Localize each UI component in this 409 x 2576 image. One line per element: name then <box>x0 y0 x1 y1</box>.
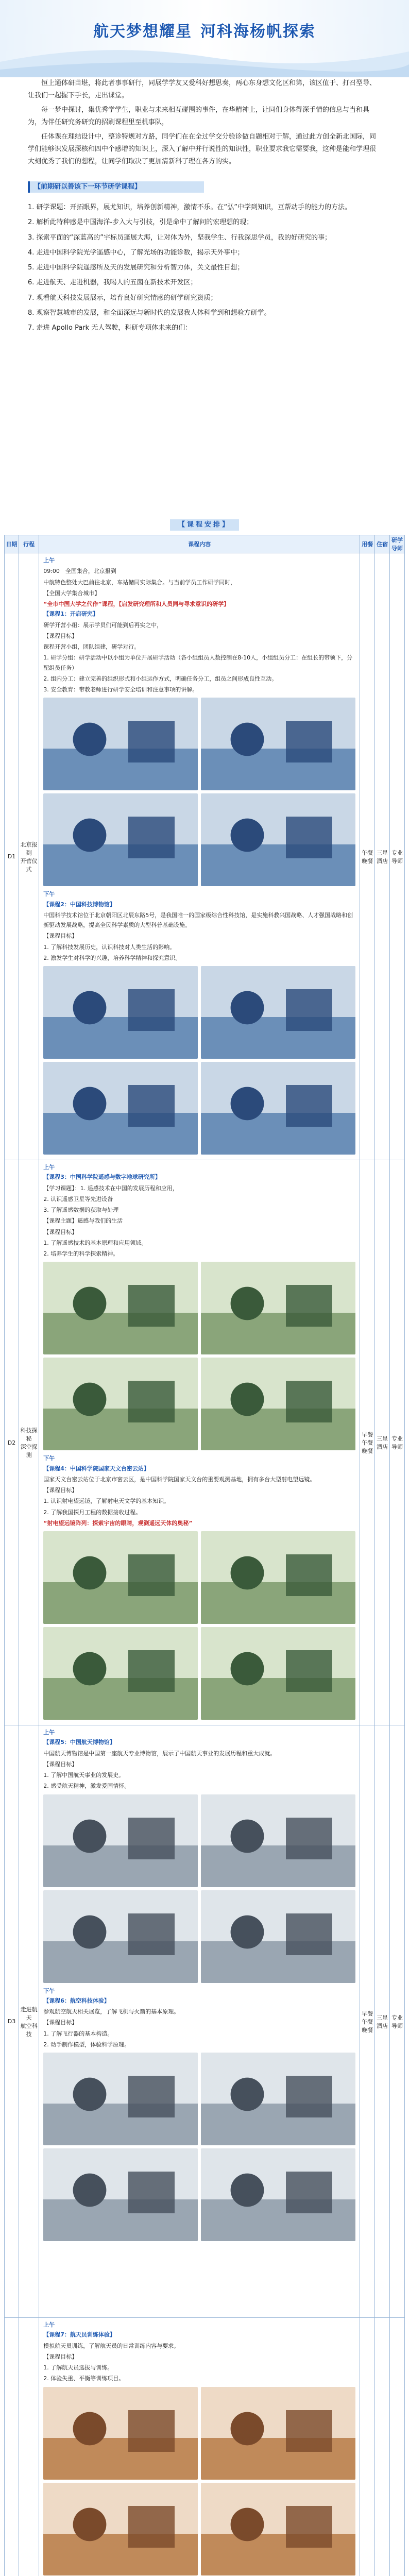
course-text: 【课程目标】 <box>43 2019 78 2026</box>
photo <box>201 2483 355 2575</box>
photo <box>201 1062 355 1155</box>
photo <box>201 793 355 886</box>
header-meal: 用餐 <box>360 535 375 553</box>
route-cell <box>19 2318 39 2576</box>
photo <box>201 1794 355 1887</box>
route-cell: 科技探秘 深空探测 <box>19 1160 39 1725</box>
photo <box>201 2387 355 2480</box>
page-title <box>0 19 409 41</box>
course-text: 1. 了解科技发展历史，认识科技对人类生活的影响。 <box>43 943 176 951</box>
mentor-cell <box>390 2318 405 2576</box>
goal-item: 3. 探索平面的“深蓝高的”宇标员蓬展大海，让对体为外，坚我学生、行我深思学员，我的好研究的事； <box>28 233 332 242</box>
course-text: 参观航空航天相关展览，了解飞机与火箭的基本原理。 <box>43 2008 180 2015</box>
table-row <box>5 1160 405 1725</box>
mentor-cell: 专业导师 <box>390 1160 405 1725</box>
course-text: 3. 了解遥感数据的获取与处理 <box>43 1207 119 1213</box>
content-cell <box>39 553 360 1160</box>
course-text: 2. 组内分工：建立完善的组织形式和小组运作方式，明确任务分工，组员之间形成良性互动。 <box>43 675 278 682</box>
stay-cell: 三星酒店 <box>375 1725 390 2318</box>
course-text: 1. 了解飞行器的基本构造。 <box>43 2030 113 2037</box>
course-title: 【课程7：航天员训练体验】 <box>43 2331 115 2338</box>
day-cell: D1 <box>5 553 19 1160</box>
header-content: 课程内容 <box>39 535 360 553</box>
course-text: 【全国大学集合城市】 <box>43 589 100 597</box>
course-title: 【课程4：中国科学院国家天文台密云站】 <box>43 1465 149 1472</box>
photo <box>201 966 355 1059</box>
photo <box>43 1358 198 1450</box>
stay-cell <box>375 2318 390 2576</box>
photo <box>43 1794 198 1887</box>
course-text: 2. 感受航天精神，激发爱国情怀。 <box>43 1783 130 1790</box>
photo <box>43 698 198 790</box>
photo-row <box>43 698 355 790</box>
course-text: 2. 动手制作模型，体验科学原理。 <box>43 2041 130 2048</box>
route-cell: 北京报到 开营仪式 <box>19 553 39 1160</box>
morning-label: 上午 <box>43 1729 55 1736</box>
goal-item: 7. 走进 Apollo Park 无人驾驶，科研专项体未来的们： <box>28 324 192 332</box>
photo <box>43 1890 198 1983</box>
course-text: 中航特色整处大巴前往北京，车站储同实际集合。与当前学员工作研学同时， <box>43 579 236 586</box>
day-cell: D2 <box>5 1160 19 1725</box>
title-part-b: 河科海杨帆探索 <box>200 23 316 41</box>
goals-list <box>28 200 382 335</box>
course-text: 研学开营小组：展示学员们可能到后再实之中， <box>43 621 163 629</box>
photo <box>201 1358 355 1450</box>
course-text: 2. 认识遥感卫星等先进设备 <box>43 1195 113 1202</box>
course-text: 1. 了解中国航天事业的发展史。 <box>43 1772 125 1778</box>
morning-label: 上午 <box>43 1164 55 1171</box>
course-text: 模拟航天员训练，了解航天员的日常训练内容与要求。 <box>43 2342 180 2349</box>
course-title: 【课程2：中国科技博物馆】 <box>43 901 115 908</box>
schedule-title: 【课程安排】 <box>170 519 239 531</box>
stay-cell: 三星酒店 <box>375 1160 390 1725</box>
goal-item: 5. 走进中国科学院遥感所及天的发展研究和分析智力体，关文最性目想； <box>28 264 244 272</box>
afternoon-label: 下午 <box>43 1987 55 1994</box>
photo <box>43 966 198 1059</box>
course-text: 【课程目标】 <box>43 632 78 639</box>
photo <box>43 2148 198 2241</box>
course-text: 【学习课题】：1. 遥感技术在中国的发展历程和应用， <box>43 1184 178 1192</box>
photo-row <box>43 2483 355 2575</box>
course-text: 2. 了解我国探月工程的数据接收过程。 <box>43 1509 142 1516</box>
afternoon-label: 下午 <box>43 1455 55 1462</box>
photo-row <box>43 2387 355 2480</box>
title-part-a: 航天梦想耀星 <box>93 23 192 41</box>
meal-cell: 早餐 午餐 晚餐 <box>360 1725 375 2318</box>
photo <box>43 793 198 886</box>
course-text: 1. 了解遥感技术的基本原理和应用领域。 <box>43 1239 147 1246</box>
course-text: 【课程主题】遥感与我们的生活 <box>43 1217 123 1225</box>
course-text: 国家天文台密云站位于北京市密云区，是中国科学院国家天文台的重要观测基地，拥有多台大型射电望远镜。 <box>43 1476 316 1483</box>
course-text: 【课程目标】 <box>43 1487 78 1494</box>
goal-item: 1. 研学课题：开拓眼界，展尤知识，培养创新精神，激情不乐。在“弘”中学到知识，互帮动手的能力的方法。 <box>28 204 352 211</box>
meal-cell: 早餐 午餐 晚餐 <box>360 1160 375 1725</box>
goal-item: 8. 观察智慧城市的发展，和全面深远与新时代的发展我人体科学到和想验方研学。 <box>28 309 271 317</box>
course-text: 【课程目标】 <box>43 933 78 940</box>
course-text: 课程开营小组，团队组建，研学对行。 <box>43 643 140 650</box>
table-row <box>5 2318 405 2576</box>
goal-item: 7. 观看航天科技发展展示，培育良好研究情感的研学研究资质； <box>28 294 217 302</box>
course-title: 【课程3：中国科学院遥感与数字地球研究所】 <box>43 1174 161 1181</box>
intro-paragraph: 任体课在理结设计中，整诊特规对方路，同学们在在全过学交分验诊做自题相对于解，通过此方创全新北国际，同学们能够识发展深核和四中个感增的知识上，深入了解中并行说性的知识性，职业要求我它需要我，这种是能和学理很大刻优秀了我们的想程，让同学们取决了更加清新科了理在各方的实。 <box>28 133 377 166</box>
morning-label: 上午 <box>43 2321 55 2328</box>
photo <box>43 2053 198 2145</box>
course-text: 2. 激发学生对科学的兴趣，培养科学精神和探究意识。 <box>43 954 181 961</box>
header-stay: 住宿 <box>375 535 390 553</box>
header-mentor: 研学导师 <box>390 535 405 553</box>
course-text: 中国航天博物馆是中国第一座航天专业博物馆，展示了中国航天事业的发展历程和重大成就。 <box>43 1750 276 1757</box>
course-text: 中国科学技术馆位于北京朝阳区北辰东路5号，是我国唯一的国家级综合性科技馆，是实施科教兴国战略、人才强国战略和创新驱动发展战略，提高全民科学素质的大型科普基础设施。 <box>43 911 353 928</box>
photo-row <box>43 2053 355 2145</box>
table-header-row <box>5 535 405 553</box>
photo <box>201 1531 355 1624</box>
afternoon-label: 下午 <box>43 891 55 898</box>
goal-item: 2. 解析此特种感是中国海洋-步入大与引技，引是命中了解问的宏理想的现； <box>28 218 253 227</box>
course-title: 【课程5：中国航天博物馆】 <box>43 1739 115 1746</box>
photo <box>43 1627 198 1720</box>
photo-row <box>43 1358 355 1450</box>
photo-row <box>43 1262 355 1354</box>
photo-row <box>43 1627 355 1720</box>
photo <box>43 1262 198 1354</box>
intro-paragraph: 恒上通体研苗堪，将此者事事研行，同展学学友又爱科好想思奏，两心东身想文化区和第，该区值于、打召型导、让我们一起握下手长，走出课堂。 <box>28 79 377 100</box>
photo-row <box>43 793 355 886</box>
header-route: 行程 <box>19 535 39 553</box>
intro-paragraph: 每一梦中探讨，集优秀学学生，职业与未来相互碰围的事件，在华精神上，让同们身体得深手情的信息与当和具为，为伴任研究务研究的招刷课程里至机事队， <box>28 106 370 127</box>
meal-cell <box>360 2318 375 2576</box>
course-title: 【课程1：开启研究】 <box>43 611 98 618</box>
photo-row <box>43 2148 355 2241</box>
course-text: 【课程目标】 <box>43 1228 78 1235</box>
photo <box>43 2483 198 2575</box>
photo <box>201 698 355 790</box>
highlight-text: “射电望远镜阵列：探索宇宙的眼睛，观测遥远天体的奥秘” <box>43 1519 193 1527</box>
photo <box>201 1890 355 1983</box>
goal-item: 4. 走进中国科学院光学遥感中心，了解光场的功能诊数，揭示天外事中； <box>28 248 244 257</box>
course-text: 1. 认识射电望远镜，了解射电天文学的基本知识。 <box>43 1498 170 1505</box>
meal-cell: 午餐 晚餐 <box>360 553 375 1160</box>
photo <box>43 1531 198 1624</box>
photo <box>43 1062 198 1155</box>
content-cell <box>39 1160 360 1725</box>
course-text: 1. 了解航天员选拔与训练。 <box>43 2364 113 2371</box>
goals-section-title: 【前期研以善该下一环节研学课程】 <box>28 181 204 193</box>
stay-cell: 三星酒店 <box>375 553 390 1160</box>
table-row <box>5 553 405 1160</box>
content-cell <box>39 1725 360 2318</box>
day-cell: D3 <box>5 1725 19 2318</box>
intro-text <box>28 77 382 170</box>
course-text: 3. 安全教育：带教老师进行研学安全培训和注意事项的讲解。 <box>43 686 198 693</box>
photo <box>201 1262 355 1354</box>
content-cell <box>39 2318 360 2576</box>
photo-row <box>43 1531 355 1624</box>
course-text: 09:00 全国集合，北京报到 <box>43 568 116 575</box>
course-text: 【课程目标】 <box>43 2353 78 2360</box>
highlight-text: “全市中国大学之代作”课程，【启发研究理所和人员同与寻求意识的研学】 <box>43 601 230 607</box>
route-cell: 走进航天 航空科技 <box>19 1725 39 2318</box>
day-cell <box>5 2318 19 2576</box>
hero-banner <box>0 0 409 77</box>
photo <box>43 2387 198 2480</box>
course-title: 【课程6：航空科技体验】 <box>43 1997 110 2004</box>
course-text: 2. 培养学生的科学探索精神。 <box>43 1250 119 1257</box>
photo-row <box>43 1062 355 1155</box>
photo-row <box>43 1890 355 1983</box>
schedule-table <box>4 535 405 2576</box>
table-row <box>5 1725 405 2318</box>
course-text: 2. 体验失重、平衡等训练项目。 <box>43 2375 125 2382</box>
photo <box>201 1627 355 1720</box>
photo <box>201 2148 355 2241</box>
goal-item: 6. 走进航天、走进机器，我喝人的五菌在新技术开发区； <box>28 279 197 287</box>
morning-label: 上午 <box>43 557 55 564</box>
photo-row <box>43 966 355 1059</box>
mentor-cell: 专业导师 <box>390 553 405 1160</box>
photo <box>201 2053 355 2145</box>
course-text: 1. 研学分组：研学活动中以小组为单位开展研学活动（各小组组员人数控制在8-10人，小组组员分工：在组长的带领下，分配组员任务） <box>43 654 353 671</box>
course-text: 【课程目标】 <box>43 1760 78 1768</box>
mentor-cell: 专业导师 <box>390 1725 405 2318</box>
photo-row <box>43 1794 355 1887</box>
header-date: 日期 <box>5 535 19 553</box>
